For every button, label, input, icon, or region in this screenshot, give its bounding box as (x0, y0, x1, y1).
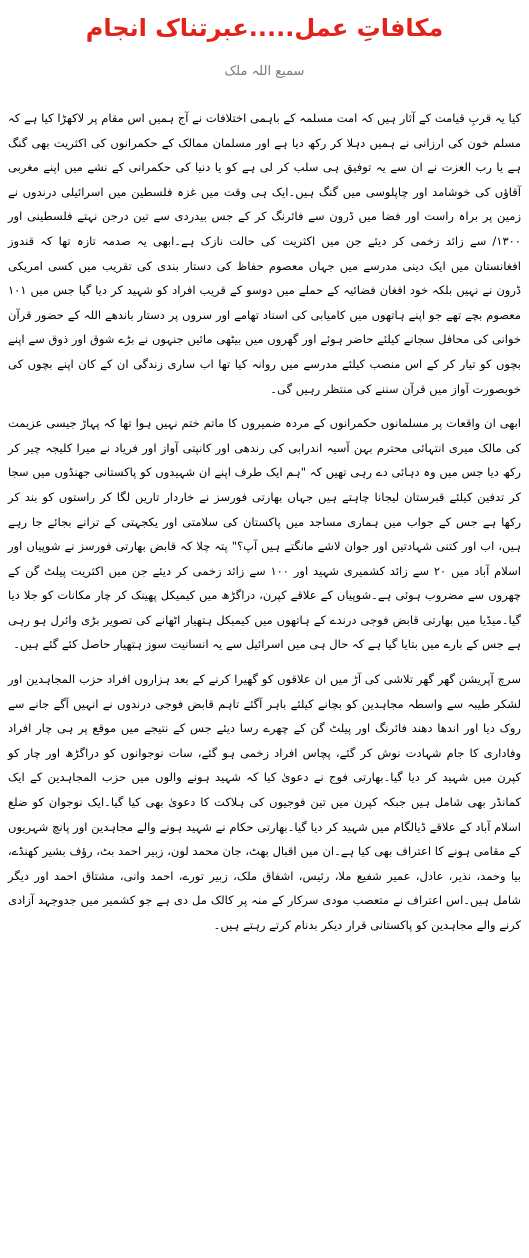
paragraph-1: کیا یہ قربِ قیامت کے آثار ہیں کہ امت مسلمہ کے باہمی اختلافات نے آج ہمیں اس مقام پر لاکھڑا کیا ہے کہ مسلم خون کی ارزانی نے ہمیں دہلا کر رکھ دیا ہے اور مسلمان ممالک کے حکمرانوں کی اکثریت بھی گنگ ہے یا رب العزت نے ان سے یہ توفیق ہی سلب کر لی ہے کو یا دنیا کی حکمرانی کے نشے میں اپنے مغربی آقاؤں کی خوشامد اور چاپلوسی میں گنگ ہیں۔ایک ہی وقت میں غزہ فلسطین میں اسرائیلی درندوں نے زمین پر براہ راست اور فضا میں ڈرون سے فائرنگ کر کے جس بیدردی سے تین درجن نہتے فلسطینی اور ۱۳۰۰/ سے زائد زخمی کر دیئے جن میں اکثریت کی حالت نازک ہے۔ابھی یہ صدمہ تازہ تھا کہ قندوز افغانستان میں ایک دینی مدرسے میں جہاں معصوم حفاظ کی دستار بندی کی تقریب میں کسی امریکی ڈرون نے نہیں بلکہ خود افغان فضائیہ کے حملے میں دوسو کے قریب افراد کو شہید کر دیا گیا جس میں ۱۰۱ معصوم بچے تھے جو اپنے ہاتھوں میں کامیابی کی اسناد تھامے اور سروں پر دستار باندھے اللہ کے حضور قرآن خوانی کی محافل سجانے کیلئے حاضر ہوئے اور گھروں میں بیٹھی مائیں جنہوں نے بڑے شوق اور ذوق سے اپنے بچوں کو تیار کر کے اس منصب کیلئے مدرسے میں روانہ کیا تھا اب ساری زندگی ان کے کان اپنے بچوں کی خوبصورت آواز میں قرآن سننے کی منتظر رہیں گی۔ (8, 111, 521, 396)
author-byline: سمیع اللہ ملک (224, 64, 305, 79)
paragraph-2: ابھی ان واقعات پر مسلمانوں حکمرانوں کے مردہ ضمیروں کا ماتم ختم نہیں ہوا تھا کہ پہاڑ جیسی عزیمت کی مالک میری انتہائی محترم بہن آسیہ اندرابی کی رندھی اور کانپتی آواز اور فریاد نے میرا کلیجہ چیر کر رکھ دیا جس میں وہ دہائی دے رہی تھیں کہ "ہم ایک طرف اپنے ان شہیدوں کو پاکستانی جھنڈوں میں سجا کر تدفین کیلئے قبرستان لیجانا چاہتے ہیں جہاں بھارتی فورسز نے خاردار تاریں لگا کر راستوں کو بند کر رکھا ہے جس کے جواب میں ہماری مساجد میں پاکستان کی سلامتی اور یکجہتی کے ترانے بجائے جا رہے ہیں، اب اور کتنی شہادتیں اور جوان لاشے مانگتے ہیں آپ؟" پتہ چلا کہ قابض بھارتی فورسز نے شوپیاں اور اسلام آباد میں ۲۰ سے زائد کشمیری شہید اور ۱۰۰ سے زائد زخمی کر دیئے جن میں اکثریت پیلٹ گن کے چھروں سے مضروب ہوئی ہے۔شوپیاں کے علاقے کپرن، دراگڑھ میں کیمیکل پھینک کر چار مکانات کو جلا دیا گیا۔میڈیا میں بھارتی قابض فوجی درندے کے ہاتھوں میں کیمیکل ہتھیار اٹھانے کی تصویر بڑی وائرل ہو رہی ہے جس کے بارے میں بتایا گیا ہے کہ حال ہی میں اسرائیل سے یہ انسانیت سوز ہتھیار حاصل کئے گئے ہیں۔ (8, 416, 521, 652)
article-headline: مکافاتِ عمل.....عبرتناک انجام (85, 14, 444, 42)
paragraph-3: سرچ آپریشن گھر گھر تلاشی کی آڑ میں ان علاقوں کو گھیرا کرنے کے بعد ہزاروں افراد حزب المجاہدین اور لشکر طیبہ سے واسطہ مجاہدین کو بچانے کیلئے باہر آگئے تاہم قابض فوجی درندوں نے انہیں آگے جانے سے روک دیا اور اندھا دھند فائرنگ اور پیلٹ گن کے چھرے رسا دیئے جس کے نتیجے میں موقع پر ہی چار افراد وفاداری کا جام شہادت نوش کر گئے، پچاس افراد زخمی ہو گئے، سات نوجوانوں کو دراگڑھ اور چار کو کپرن میں شہید کر دیا گیا۔بھارتی فوج نے دعویٰ کیا کہ شہید ہونے والوں میں حزب المجاہدین کے ایک کمانڈر بھی شامل ہیں جبکہ کپرن میں تین فوجیوں کی ہلاکت کا دعویٰ بھی کیا گیا۔ایک نوجوان کو ضلع اسلام آباد کے علاقے ڈیالگام میں شہید کر دیا گیا۔بھارتی حکام نے شہید ہونے والے مجاہدین اور پانچ شہریوں کے مقامی ہونے کا اعتراف بھی کیا ہے۔ان میں اقبال بھٹ، جان محمد لون، زبیر احمد بٹ، رؤف بشیر کھنڈے، بیا وحمد، نذیر، عادل، عمیر شفیع ملا، رئیس، اشفاق ملک، زبیر تورے، احمد وانی، مشتاق احمد اور دیگر شامل ہیں۔اس اعتراف نے متعصب مودی سرکار کے منہ پر کالک مل دی ہے جو کشمیر میں جدوجہد آزادی کرنے والے مجاہدین کو پاکستانی قرار دیکر بدنام کرتے رہتے ہیں۔ (8, 672, 521, 932)
article-body (8, 106, 521, 938)
